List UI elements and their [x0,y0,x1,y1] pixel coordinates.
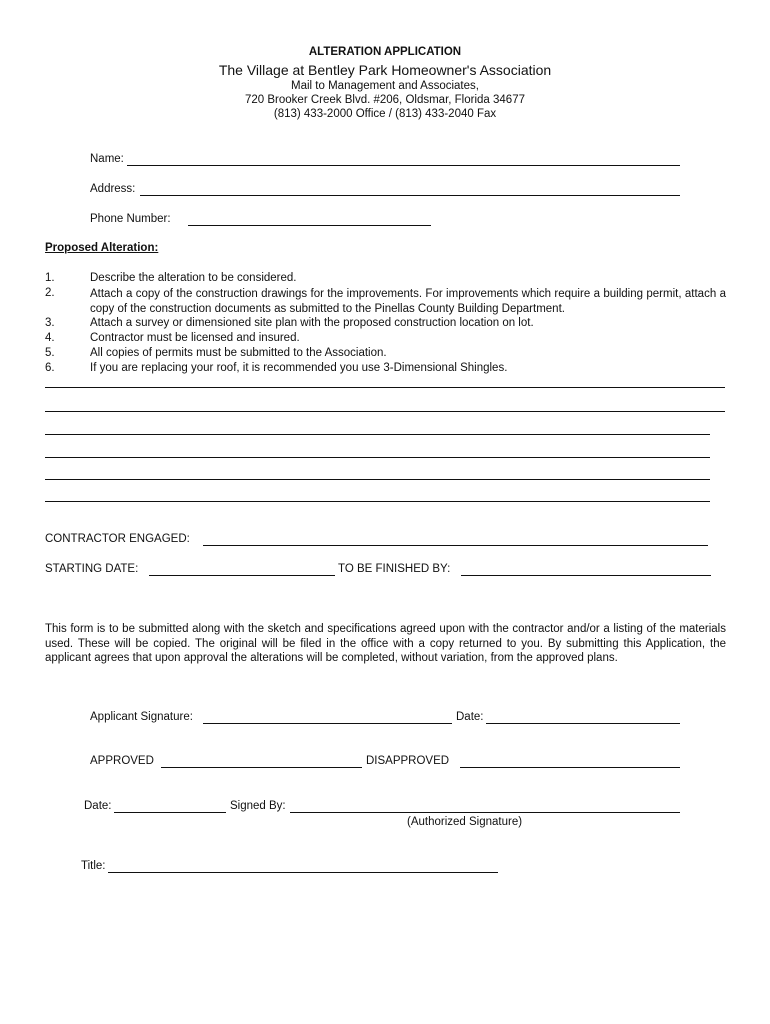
description-line[interactable] [45,465,710,480]
starting-date-label: STARTING DATE: [45,563,139,575]
name-label: Name: [90,153,124,165]
applicant-date-label: Date: [456,711,484,723]
phone-fax-line: (813) 433-2000 Office / (813) 433-2040 Fax [273,108,497,120]
list-item-number: 1. [45,272,55,284]
list-item-number: 4. [45,332,55,344]
starting-date-field[interactable] [149,561,335,576]
list-item-number: 3. [45,317,55,329]
contractor-field[interactable] [203,531,708,546]
form-title: ALTERATION APPLICATION [308,46,462,58]
description-line[interactable] [45,397,725,412]
association-name: The Village at Bentley Park Homeowner's Association [218,62,552,78]
list-item: All copies of permits must be submitted to the Association. [90,347,387,359]
phone-field[interactable] [188,211,431,226]
address-label: Address: [90,183,136,195]
title-label: Title: [81,860,106,872]
approval-date-label: Date: [84,800,112,812]
list-item: Attach a copy of the construction drawings for the improvements. For improvements which require a building permit, attach a copy of the construction documents as submitted to the Pinellas County Building Department. [90,288,726,315]
authorized-signature-note: (Authorized Signature) [407,816,523,828]
signed-by-field[interactable] [290,798,680,813]
applicant-signature-label: Applicant Signature: [90,711,193,723]
mail-to-line: Mail to Management and Associates, [291,80,479,92]
approved-label: APPROVED [90,755,154,767]
description-line[interactable] [45,373,725,388]
list-item: Contractor must be licensed and insured. [90,332,300,344]
applicant-date-field[interactable] [486,709,680,724]
list-item-number: 5. [45,347,55,359]
list-item: If you are replacing your roof, it is recommended you use 3-Dimensional Shingles. [90,362,508,374]
submission-notice: This form is to be submitted along with the sketch and specifications agreed upon with the contractor and/or a listing of the materials used. These will be copied. The original will be filed in the office with a copy returned to you. By submitting this Application, the applicant agrees that upon approval the alterations will be completed, without variation, from the approved plans. [45,623,726,664]
finish-date-label: TO BE FINISHED BY: [338,563,451,575]
list-item-number: 6. [45,362,55,374]
disapproved-label: DISAPPROVED [366,755,450,767]
approval-date-field[interactable] [114,798,226,813]
name-field[interactable] [127,151,680,166]
description-line[interactable] [45,443,710,458]
phone-label: Phone Number: [90,213,171,225]
list-item: Attach a survey or dimensioned site plan with the proposed construction location on lot. [90,317,534,329]
mailing-address: 720 Brooker Creek Blvd. #206, Oldsmar, Florida 34677 [245,94,525,106]
address-field[interactable] [140,181,680,196]
proposed-heading: Proposed Alteration: [45,242,159,254]
approved-field[interactable] [161,753,362,768]
description-line[interactable] [45,487,710,502]
disapproved-field[interactable] [460,753,680,768]
finish-date-field[interactable] [461,561,711,576]
list-item-number: 2. [45,287,55,299]
contractor-label: CONTRACTOR ENGAGED: [45,533,190,545]
title-field[interactable] [108,858,498,873]
applicant-signature-field[interactable] [203,709,452,724]
description-line[interactable] [45,420,710,435]
signed-by-label: Signed By: [230,800,286,812]
list-item: Describe the alteration to be considered. [90,272,297,284]
